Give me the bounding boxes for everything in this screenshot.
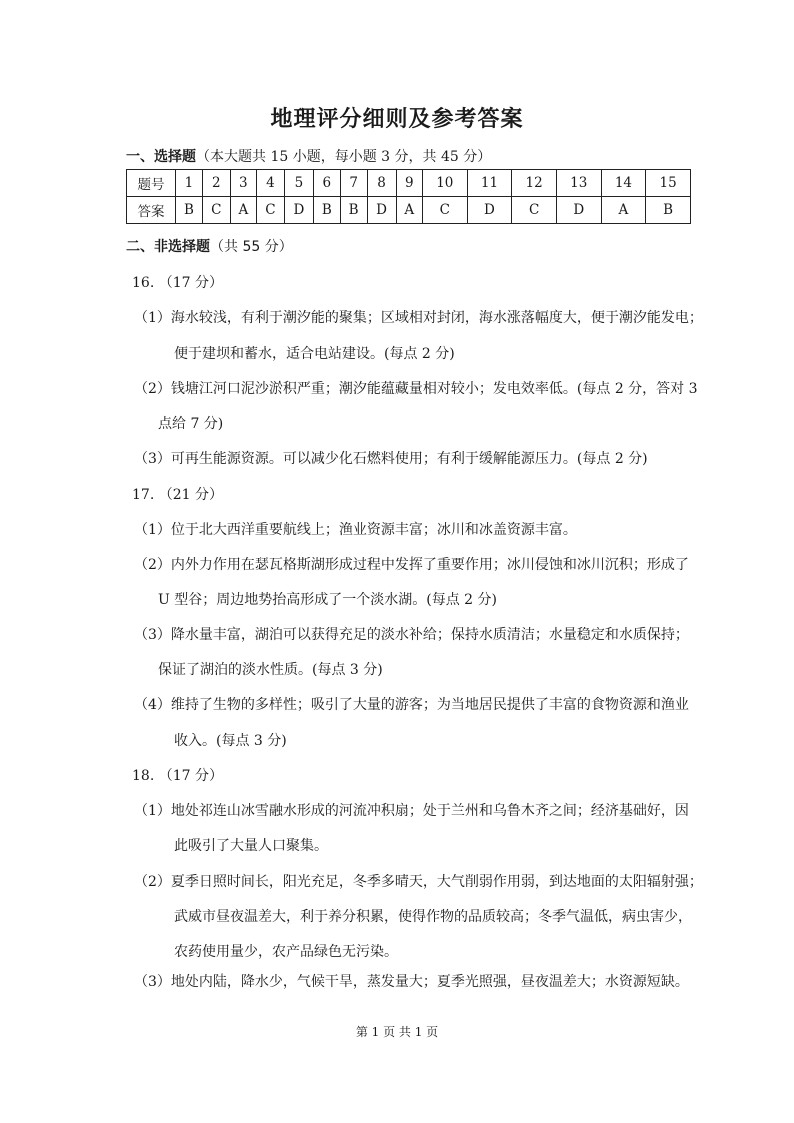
section-choice-note: （本大题共 15 小题，每小题 3 分，共 45 分） [196,149,492,165]
answer-line: 农药使用量少，农产品绿色无污染。 [174,944,398,960]
question-18-heading: 18. （17 分） [132,768,223,784]
page-title: 地理评分细则及参考答案 [270,107,524,132]
answer-line: U 型谷；周边地势抬高形成了一个淡水湖。(每点 2 分) [158,592,497,608]
answer-line: （3）降水量丰富，湖泊可以获得充足的淡水补给；保持水质清洁；水量稳定和水质保持； [134,627,689,643]
answer-cell: B [313,197,340,224]
answer-line: 便于建坝和蓄水，适合电站建设。(每点 2 分) [174,346,455,362]
row-label-answer: 答案 [127,197,176,224]
answer-cell: A [230,197,256,224]
answer-line: （1）位于北大西洋重要航线上；渔业资源丰富；冰川和冰盖资源丰富。 [134,522,577,538]
answer-cell: D [556,197,601,224]
question-number: 2 [202,170,230,197]
answer-cell: C [202,197,230,224]
section-choice-label: 一、选择题 [126,149,196,165]
answer-cell: B [646,197,691,224]
answer-line: （1）海水较浅，有利于潮汐能的聚集；区域相对封闭，海水涨落幅度大，便于潮汐能发电； [134,310,703,326]
question-number: 14 [601,170,646,197]
question-16-heading: 16. （17 分） [132,275,223,291]
answer-cell: C [422,197,467,224]
section-open-label: 二、非选择题 [126,239,210,255]
question-number: 8 [367,170,396,197]
answer-line: （3）可再生能源资源。可以减少化石燃料使用；有利于缓解能源压力。(每点 2 分) [134,451,648,467]
question-17-heading: 17. （21 分） [132,487,223,503]
answer-line: （3）地处内陆，降水少，气候干旱，蒸发量大；夏季光照强，昼夜温差大；水资源短缺。 [134,974,689,990]
answer-line: （2）夏季日照时间长，阳光充足，冬季多晴天，大气削弱作用弱，到达地面的太阳辐射强； [134,874,703,890]
question-number: 7 [340,170,367,197]
answer-line: 收入。(每点 3 分) [174,733,287,749]
section-choice-heading [126,146,491,166]
table-row-numbers [127,170,691,197]
answer-cell: B [340,197,367,224]
answer-cell: B [176,197,203,224]
answer-cell: D [284,197,313,224]
answer-cell: A [396,197,422,224]
answer-line: 点给 7 分) [158,416,224,432]
answer-cell: D [467,197,512,224]
answer-line: 保证了湖泊的淡水性质。(每点 3 分) [158,662,383,678]
answer-line: 此吸引了大量人口聚集。 [174,838,328,854]
question-number: 13 [556,170,601,197]
section-open-note: （共 55 分） [210,239,293,255]
question-number: 6 [313,170,340,197]
section-open-heading [126,236,293,256]
question-number: 15 [646,170,691,197]
answer-line: （2）内外力作用在瑟瓦格斯湖形成过程中发挥了重要作用；冰川侵蚀和冰川沉积；形成了 [134,557,689,573]
answer-cell: C [512,197,557,224]
answer-line: （2）钱塘江河口泥沙淤积严重；潮汐能蕴藏量相对较小；发电效率低。(每点 2 分，答对 3 [134,381,698,397]
question-number: 9 [396,170,422,197]
question-number: 5 [284,170,313,197]
question-number: 1 [176,170,203,197]
question-number: 11 [467,170,512,197]
answer-cell: D [367,197,396,224]
question-number: 3 [230,170,256,197]
answer-cell: C [257,197,285,224]
answer-line: 武威市昼夜温差大，利于养分积累，使得作物的品质较高；冬季气温低，病虫害少， [174,909,692,925]
row-label-number: 题号 [127,170,176,197]
page-footer: 第 1 页 共 1 页 [355,1025,439,1039]
answer-table [126,169,691,224]
table-row-answers [127,197,691,224]
question-number: 4 [257,170,285,197]
answer-line: （1）地处祁连山冰雪融水形成的河流冲积扇；处于兰州和乌鲁木齐之间；经济基础好，因 [134,803,689,819]
question-number: 10 [422,170,467,197]
question-number: 12 [512,170,557,197]
answer-cell: A [601,197,646,224]
answer-line: （4）维持了生物的多样性；吸引了大量的游客；为当地居民提供了丰富的食物资源和渔业 [134,697,689,713]
